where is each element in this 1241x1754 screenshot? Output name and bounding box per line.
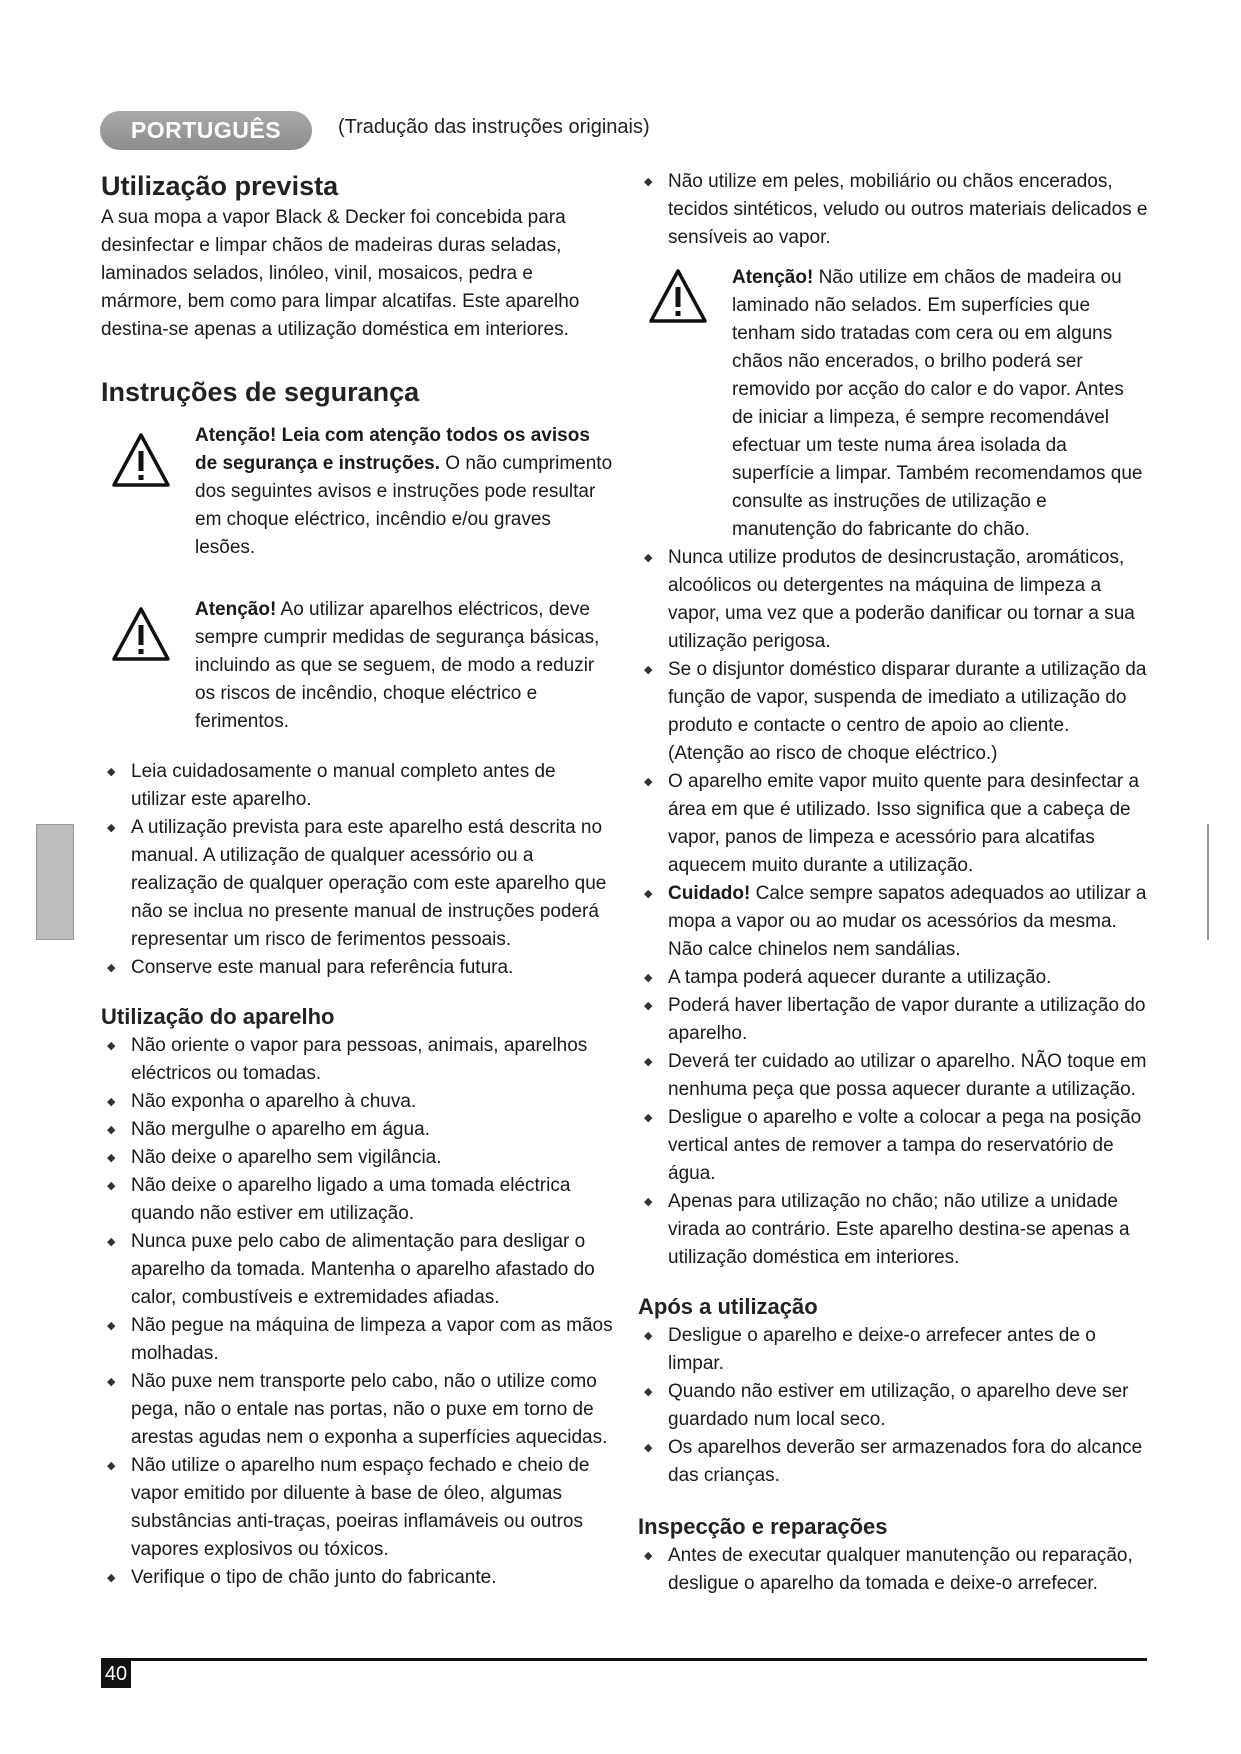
list-item: ◆ Não deixe o aparelho sem vigilância. (101, 1144, 613, 1172)
list-item: ◆ Não puxe nem transporte pelo cabo, não o utilize como pega, não o entale nas portas, não o puxe em torno de arestas agudas nem o exponha a superfícies aquecidas. (101, 1368, 613, 1452)
heading-inspection: Inspecção e reparações (638, 1514, 888, 1539)
floor-warning-body: Não utilize em chãos de madeira ou laminado não selados. Em superfícies que tenham sido tratadas com cera ou em alguns chãos não encerados, o brilho poderá ser removido por acção do calor e do vapor. Antes de iniciar a limpeza, é sempre recomendável efectuar um teste numa área isolada da superfície a limpar. Também recomendamos que consulte as instruções de utilização e manutenção do fabricante do chão. (732, 267, 1143, 540)
inspection-list (638, 1542, 1148, 1598)
list-item: ◆ Não oriente o vapor para pessoas, animais, aparelhos eléctricos ou tomadas. (101, 1032, 613, 1088)
list-item: ◆ Leia cuidadosamente o manual completo antes de utilizar este aparelho. (101, 758, 613, 814)
side-tab-marker (36, 824, 74, 940)
side-edge-marker (1207, 824, 1209, 940)
list-item: ◆ Nunca utilize produtos de desincrustação, aromáticos, alcoólicos ou detergentes na máquina de limpeza a vapor, uma vez que a poderão danificar ou tornar a sua utilização perigosa. (638, 544, 1148, 656)
warning-1-bold: Atenção! Leia com atenção todos os avisos de segurança e instruções. (195, 425, 590, 474)
right-column (638, 168, 1148, 1598)
list-item: ◆ A tampa poderá aquecer durante a utilização. (638, 964, 1148, 992)
warning-1-text (195, 422, 613, 562)
list-item: ◆ Quando não estiver em utilização, o aparelho deve ser guardado num local seco. (638, 1378, 1148, 1434)
floor-warning (638, 264, 1148, 544)
heading-intended-use: Utilização prevista (101, 171, 339, 201)
warning-triangle-icon (648, 268, 708, 324)
list-item: ◆ Antes de executar qualquer manutenção ou reparação, desligue o aparelho da tomada e deixe-o arrefecer. (638, 1542, 1148, 1598)
warning-1-body: O não cumprimento dos seguintes avisos e instruções pode resultar em choque eléctrico, incêndio e/ou graves lesões. (195, 453, 613, 558)
heading-after-use: Após a utilização (638, 1294, 818, 1319)
warning-2-bold: Atenção! (195, 599, 277, 620)
footer-rule (101, 1658, 1147, 1661)
list-item: ◆ O aparelho emite vapor muito quente para desinfectar a área em que é utilizado. Isso significa que a cabeça de vapor, panos de limpeza e acessório para alcatifas aquecem muito durante a utilização. (638, 768, 1148, 880)
warning-2-text (195, 596, 613, 736)
list-item: ◆ Se o disjuntor doméstico disparar durante a utilização da função de vapor, suspenda de imediato a utilização do produto e contacte o centro de apoio ao cliente. (Atenção ao risco de choque eléctrico.) (638, 656, 1148, 768)
appliance-use-list (101, 1032, 613, 1592)
list-item: ◆ Verifique o tipo de chão junto do fabricante. (101, 1564, 613, 1592)
list-item: ◆ Não deixe o aparelho ligado a uma tomada eléctrica quando não estiver em utilização. (101, 1172, 613, 1228)
list-item: ◆ Não mergulhe o aparelho em água. (101, 1116, 613, 1144)
list-item: ◆ Poderá haver libertação de vapor durante a utilização do aparelho. (638, 992, 1148, 1048)
list-item: ◆ Não pegue na máquina de limpeza a vapor com as mãos molhadas. (101, 1312, 613, 1368)
floor-warning-text (732, 264, 1148, 544)
safety-bullet-list (101, 758, 613, 982)
list-item: ◆ Desligue o aparelho e deixe-o arrefecer antes de o limpar. (638, 1322, 1148, 1378)
list-item: ◆ Não utilize em peles, mobiliário ou chãos encerados, tecidos sintéticos, veludo ou outros materiais delicados e sensíveis ao vapor. (638, 168, 1148, 252)
list-item-caution (638, 880, 1148, 964)
list-item: ◆ Conserve este manual para referência futura. (101, 954, 613, 982)
warning-triangle-icon (111, 432, 171, 488)
list-item: ◆ Nunca puxe pelo cabo de alimentação para desligar o aparelho da tomada. Mantenha o aparelho afastado do calor, combustíveis e extremidades afiadas. (101, 1228, 613, 1312)
safety-warning-2 (101, 596, 613, 736)
left-column (101, 168, 613, 1592)
caution-bold: Cuidado! (668, 883, 751, 904)
translation-subtitle: (Tradução das instruções originais) (338, 116, 650, 138)
safety-warning-1 (101, 422, 613, 562)
list-item: ◆ Apenas para utilização no chão; não utilize a unidade virada ao contrário. Este aparelho destina-se apenas a utilização doméstica em interiores. (638, 1188, 1148, 1272)
list-item: ◆ Não utilize o aparelho num espaço fechado e cheio de vapor emitido por diluente à base de óleo, algumas substâncias anti-traças, poeiras inflamáveis ou outros vapores explosivos ou tóxicos. (101, 1452, 613, 1564)
caution-body: Calce sempre sapatos adequados ao utilizar a mopa a vapor ou ao mudar os acessórios da mesma. Não calce chinelos nem sandálias. (668, 883, 1147, 960)
after-use-list (638, 1322, 1148, 1490)
warning-triangle-icon (111, 606, 171, 662)
warning-2-body: Ao utilizar aparelhos eléctricos, deve sempre cumprir medidas de segurança básicas, incluindo as que se seguem, de modo a reduzir os riscos de incêndio, choque eléctrico e ferimentos. (195, 599, 600, 732)
list-item: ◆ Desligue o aparelho e volte a colocar a pega na posição vertical antes de remover a tampa do reservatório de água. (638, 1104, 1148, 1188)
list-item: ◆ A utilização prevista para este aparelho está descrita no manual. A utilização de qualquer acessório ou a realização de qualquer operação com este aparelho que não se inclua no presente manual de instruções poderá representar um risco de ferimentos pessoais. (101, 814, 613, 954)
heading-safety-instructions: Instruções de segurança (101, 377, 420, 407)
intended-use-text: A sua mopa a vapor Black & Decker foi concebida para desinfectar e limpar chãos de madeiras duras seladas, laminados selados, linóleo, vinil, mosaicos, pedra e mármore, bem como para limpar alcatifas. Este aparelho destina-se apenas a utilização doméstica em interiores. (101, 207, 580, 340)
language-badge: PORTUGUÊS (100, 111, 312, 150)
page-number: 40 (101, 1660, 131, 1688)
list-item: ◆ Deverá ter cuidado ao utilizar o aparelho. NÃO toque em nenhuma peça que possa aquecer durante a utilização. (638, 1048, 1148, 1104)
list-item: ◆ Os aparelhos deverão ser armazenados fora do alcance das crianças. (638, 1434, 1148, 1490)
right-bullet-list (638, 544, 1148, 1272)
top-bullet-list (638, 168, 1148, 252)
heading-appliance-use: Utilização do aparelho (101, 1004, 335, 1029)
list-item: ◆ Não exponha o aparelho à chuva. (101, 1088, 613, 1116)
floor-warning-bold: Atenção! (732, 267, 814, 288)
